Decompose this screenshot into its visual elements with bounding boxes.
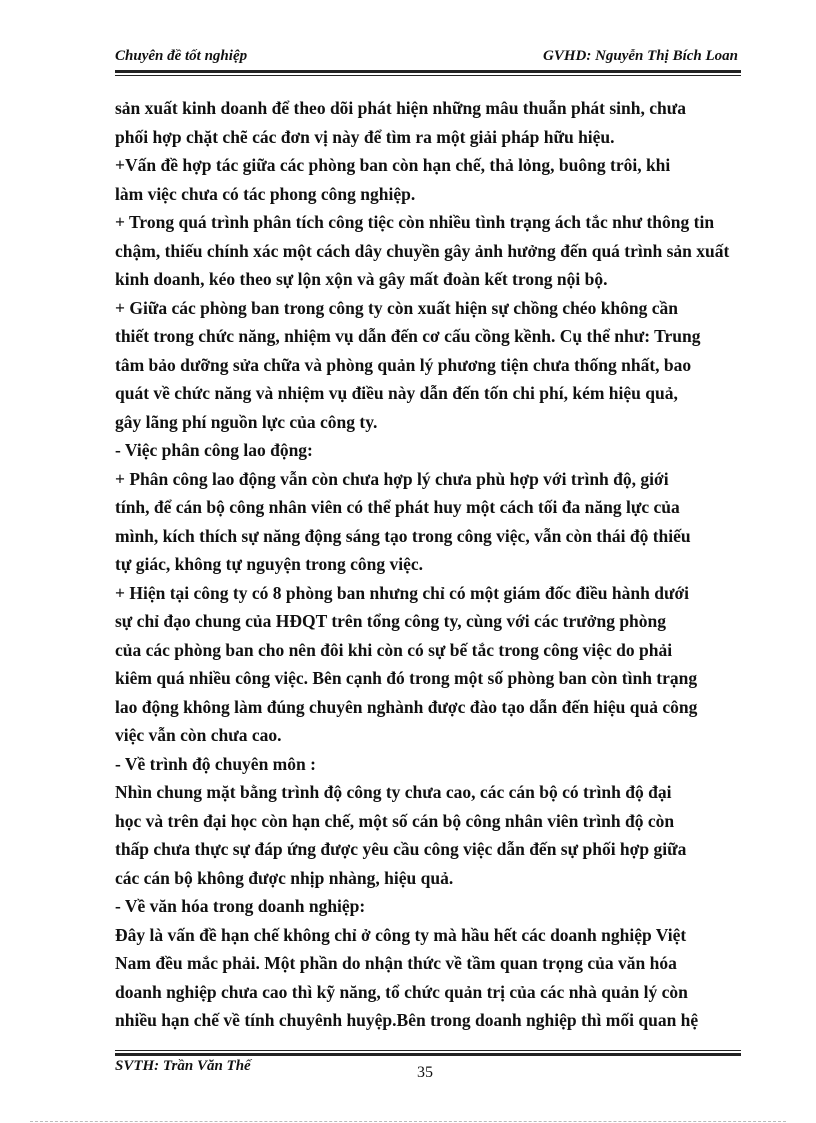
header-advisor: GVHD: Nguyễn Thị Bích Loan <box>542 48 738 64</box>
body-line: phối hợp chặt chẽ các đơn vị này để tìm ra một giải pháp hữu hiệu. <box>115 126 615 147</box>
header-thesis-title: Chuyên đề tốt nghiệp <box>115 48 248 64</box>
body-line: gây lãng phí nguồn lực của công ty. <box>115 411 378 432</box>
footer-rule-thin <box>115 1050 741 1051</box>
body-line: nhiều hạn chế về tính chuyênh huyệp.Bên trong doanh nghiệp thì mối quan hệ <box>115 1010 699 1030</box>
body-line: lao động không làm đúng chuyên nghành được đào tạo dẫn đến hiệu quả công <box>115 696 698 717</box>
body-line: +Vấn đề hợp tác giữa các phòng ban còn hạn chế, thả lỏng, buông trôi, khi <box>115 155 671 175</box>
body-line: học và trên đại học còn hạn chế, một số cán bộ công nhân viên trình độ còn <box>115 810 675 831</box>
body-line: thấp chưa thực sự đáp ứng được yêu cầu công việc dẫn đến sự phối hợp giữa <box>115 839 687 859</box>
body-line: của các phòng ban cho nên đôi khi còn có sự bế tắc trong công việc do phải <box>115 639 673 660</box>
body-line: kiêm quá nhiều công việc. Bên cạnh đó trong một số phòng ban còn tình trạng <box>115 668 698 688</box>
footer-author: SVTH: Trần Văn Thế <box>115 1058 251 1074</box>
page-header <box>115 48 738 70</box>
body-line: + Hiện tại công ty có 8 phòng ban nhưng chỉ có một giám đốc điều hành dưới <box>115 582 690 603</box>
body-line: tự giác, không tự nguyện trong công việc. <box>115 554 423 574</box>
body-line: các cán bộ không được nhịp nhàng, hiệu quả. <box>115 867 454 888</box>
header-rule-thin <box>115 75 741 76</box>
body-text <box>115 94 740 1035</box>
body-line: việc vẫn còn chưa cao. <box>115 725 282 745</box>
body-line: + Giữa các phòng ban trong công ty còn xuất hiện sự chồng chéo không cần <box>115 297 679 318</box>
body-line: Nam đều mắc phải. Một phần do nhận thức về tầm quan trọng của văn hóa <box>115 953 677 973</box>
body-line: Nhìn chung mặt bằng trình độ công ty chưa cao, các cán bộ có trình độ đại <box>115 782 672 802</box>
body-line: kinh doanh, kéo theo sự lộn xộn và gây mất đoàn kết trong nội bộ. <box>115 269 608 289</box>
body-line: - Về văn hóa trong doanh nghiệp: <box>115 896 366 916</box>
body-line: doanh nghiệp chưa cao thì kỹ năng, tổ chức quản trị của các nhà quản lý còn <box>115 981 688 1002</box>
page-break-line <box>30 1121 786 1122</box>
footer-rule-thick <box>115 1053 741 1056</box>
page-number: 35 <box>417 1064 433 1081</box>
body-line: - Việc phân công lao động: <box>115 440 313 460</box>
header-rule-thick <box>115 70 741 73</box>
body-line: sự chỉ đạo chung của HĐQT trên tổng công ty, cùng với các trưởng phòng <box>115 611 667 631</box>
body-line: tâm bảo dưỡng sửa chữa và phòng quản lý phương tiện chưa thống nhất, bao <box>115 354 692 375</box>
body-line: + Phân công lao động vẫn còn chưa hợp lý chưa phù hợp với trình độ, giới <box>115 468 669 489</box>
body-line: Đây là vấn đề hạn chế không chỉ ở công ty mà hầu hết các doanh nghiệp Việt <box>115 924 687 945</box>
body-line: quát về chức năng và nhiệm vụ điều này dẫn đến tốn chi phí, kém hiệu quả, <box>115 383 678 403</box>
body-line: làm việc chưa có tác phong công nghiệp. <box>115 183 416 204</box>
body-line: chậm, thiếu chính xác một cách dây chuyền gây ảnh hưởng đến quá trình sản xuất <box>115 240 730 261</box>
body-line: thiết trong chức năng, nhiệm vụ dẫn đến cơ cấu cồng kềnh. Cụ thể như: Trung <box>115 326 701 346</box>
body-line: - Về trình độ chuyên môn : <box>115 753 316 774</box>
body-line: tính, để cán bộ công nhân viên có thể phát huy một cách tối đa năng lực của <box>115 497 680 517</box>
body-line: sản xuất kinh doanh để theo dõi phát hiện những mâu thuẫn phát sinh, chưa <box>115 98 687 118</box>
body-line: + Trong quá trình phân tích công tiệc còn nhiều tình trạng ách tắc như thông tin <box>115 212 715 232</box>
body-line: mình, kích thích sự năng động sáng tạo trong công việc, vẫn còn thái độ thiếu <box>115 525 691 546</box>
